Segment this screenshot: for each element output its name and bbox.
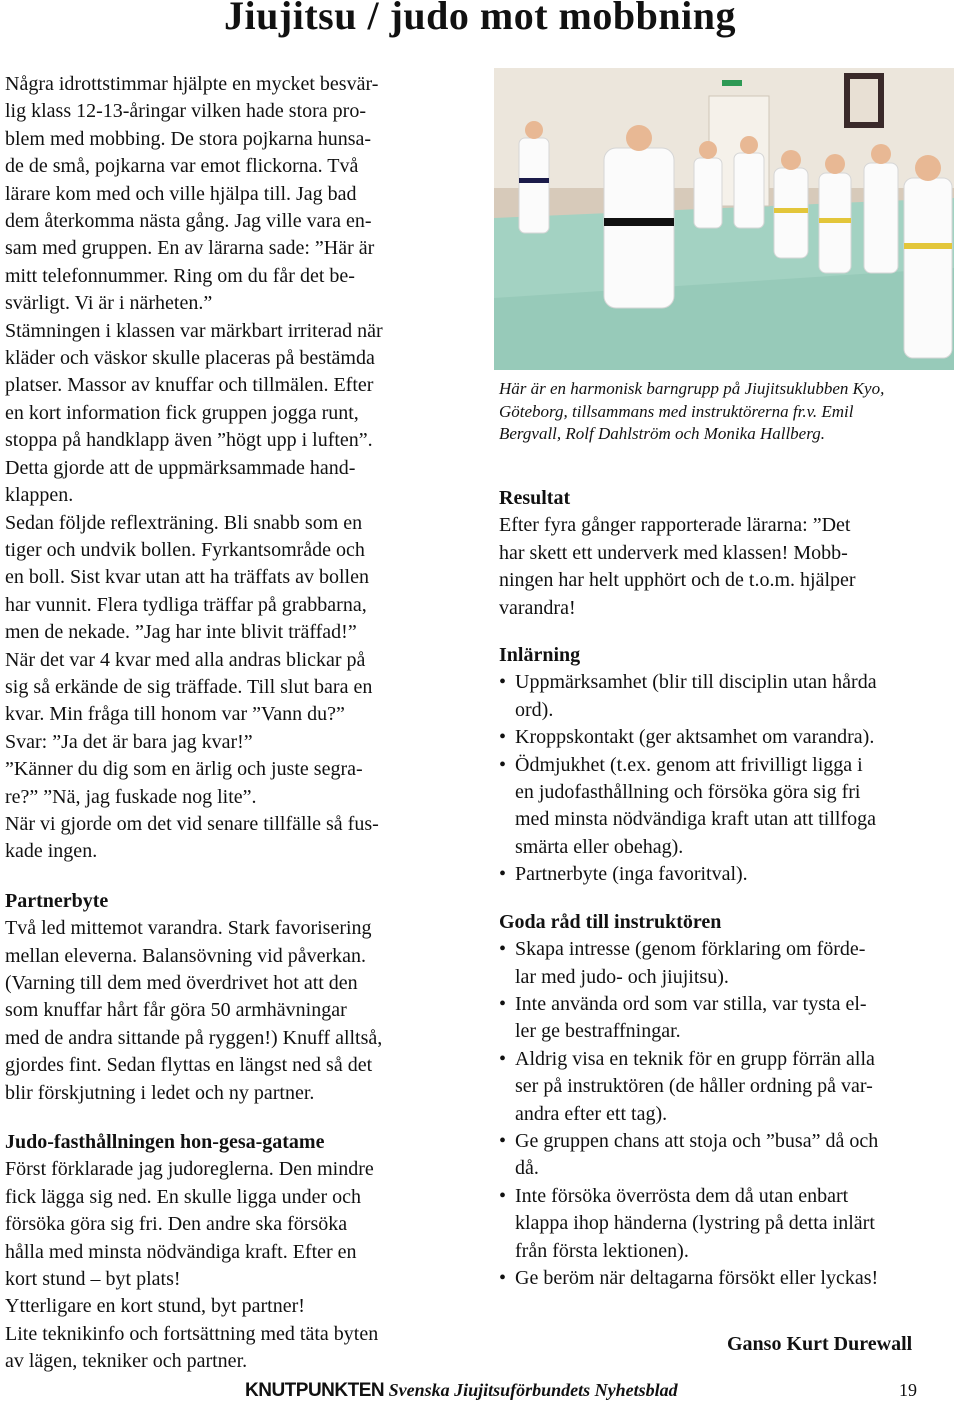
list-item-line: Ge gruppen chans att stoja och ”busa” då och <box>515 1129 879 1152</box>
photo-caption <box>499 378 954 446</box>
list-item <box>499 724 954 751</box>
text-line: När det var 4 kvar med alla andras blickar på <box>5 648 366 671</box>
text-line: platser. Massor av knuffar och tillmälen. Efter <box>5 374 374 397</box>
text-line: Först förklarade jag judoreglerna. Den mindre <box>5 1158 374 1181</box>
text-line: fick lägga sig ned. En skulle ligga under och <box>5 1185 362 1208</box>
text-line: (Varning till dem med överdrivet hot att den <box>5 972 358 994</box>
list-item-line: då. <box>515 1157 539 1180</box>
bullet-icon: • <box>499 726 507 749</box>
bullet-icon: • <box>499 938 507 961</box>
text-line: har vunnit. Flera tydliga träffar på grabbarna, <box>5 593 367 616</box>
text-line: blir förskjutning i ledet och ny partner. <box>5 1081 315 1104</box>
bullet-icon: • <box>499 1184 507 1207</box>
list-item <box>499 1265 954 1292</box>
intro-text <box>5 71 460 866</box>
text-line: sig så erkände de sig träffade. Till slut bara en <box>5 675 373 698</box>
text-line: klappen. <box>5 484 74 507</box>
text-line: mitt telefonnummer. Ring om du får det be- <box>5 264 355 287</box>
list-item-line: andra efter ett tag). <box>515 1102 668 1125</box>
judo-text <box>5 1156 460 1375</box>
list-item-line: Ödmjukhet (t.ex. genom att frivilligt ligga i <box>515 753 863 776</box>
list-item <box>499 936 954 991</box>
bullet-icon: • <box>499 992 507 1015</box>
text-line: tiger och undvik bollen. Fyrkantsområde och <box>5 538 365 561</box>
text-line: svärligt. Vi är i närheten.” <box>5 292 213 315</box>
list-item-line: med minsta nödvändiga kraft utan att tillfoga <box>515 808 877 831</box>
text-line: Detta gjorde att de uppmärksammade hand- <box>5 456 356 479</box>
list-item <box>499 861 954 888</box>
list-item-line: ler ge bestraffningar. <box>515 1020 681 1043</box>
text-line: Några idrottstimmar hjälpte en mycket besvär- <box>5 73 379 95</box>
partnerbyte-heading: Partnerbyte <box>5 889 109 912</box>
list-item-line: från första lektionen). <box>515 1239 689 1262</box>
text-line: mellan eleverna. Balansövning vid påverkan. <box>5 944 366 967</box>
list-item-line: Aldrig visa en teknik för en grupp förrän alla <box>515 1047 875 1070</box>
list-item-line: Kroppskontakt (ger aktsamhet om varandra). <box>515 726 875 749</box>
text-line: kvar. Min fråga till honom var ”Vann du?” <box>5 703 345 726</box>
text-line: kort stund – byt plats! <box>5 1268 181 1291</box>
text-line: re?” ”Nä, jag fuskade nog lite”. <box>5 785 257 808</box>
caption-line: Bergvall, Rolf Dahlström och Monika Hallberg. <box>499 424 825 443</box>
text-line: kade ingen. <box>5 840 98 863</box>
text-line: När vi gjorde om det vid senare tillfälle så fus- <box>5 812 379 835</box>
text-line: hålla med minsta nödvändiga kraft. Efter en <box>5 1240 357 1263</box>
text-line: Lite teknikinfo och fortsättning med täta byten <box>5 1322 379 1345</box>
text-line: en kort information fick gruppen jogga runt, <box>5 401 359 424</box>
dojo-photo-illustration <box>494 68 954 370</box>
text-line: lärare kom med och ville hjälpa till. Jag bad <box>5 182 357 205</box>
text-line: kläder och väskor skulle placeras på bestämda <box>5 347 375 370</box>
bullet-icon: • <box>499 753 507 776</box>
text-line: dem återkomma nästa gång. Jag ville vara en- <box>5 210 372 233</box>
list-item-line: ser på instruktören (de håller ordning på var- <box>515 1075 873 1098</box>
page-number: 19 <box>899 1380 917 1400</box>
text-line: blem med mobbing. De stora pojkarna hunsa- <box>5 127 372 150</box>
text-line: stoppa på handklapp även ”högt upp i luften”. <box>5 429 373 452</box>
text-line: sam med gruppen. En av lärarna sade: ”Här är <box>5 237 375 260</box>
text-line: ”Känner du dig som en ärlig och juste segra- <box>5 758 363 781</box>
text-line: en boll. Sist kvar utan att ha träffats av bollen <box>5 566 369 589</box>
resultat-heading: Resultat <box>499 487 571 509</box>
list-item <box>499 1128 954 1183</box>
text-line: av lägen, tekniker och partner. <box>5 1350 248 1373</box>
list-item-line: en judofasthållning och försöka göra sig fri <box>515 781 861 804</box>
bullet-icon: • <box>499 863 507 886</box>
list-item <box>499 991 954 1046</box>
partnerbyte-text <box>5 915 460 1107</box>
text-line: men de nekade. ”Jag har inte blivit träffad!” <box>5 621 357 644</box>
author-signature: Ganso Kurt Durewall <box>727 1333 913 1355</box>
inlarning-heading: Inlärning <box>499 644 581 667</box>
text-line: försöka göra sig fri. Den andre ska försöka <box>5 1213 348 1236</box>
list-item-line: Uppmärksamhet (blir till disciplin utan hårda <box>515 671 877 694</box>
text-line: gjordes fint. Sedan flyttas en längst ned så det <box>5 1054 373 1077</box>
brand-logo: KNUTPUNKTEN <box>245 1380 385 1401</box>
bullet-icon: • <box>499 671 507 694</box>
caption-line: Göteborg, tillsammans med instruktörerna fr.v. Emil <box>499 401 854 421</box>
resultat-text <box>499 512 954 622</box>
text-line: har skett ett underverk med klassen! Mobb- <box>499 541 848 564</box>
right-column <box>499 485 954 1292</box>
publication-name: Svenska Jiujitsuförbundets Nyhetsblad <box>388 1380 678 1400</box>
list-item-line: klappa ihop händerna (lystring på detta inlärt <box>515 1212 875 1235</box>
list-item-line: Inte försöka överrösta dem då utan enbart <box>515 1184 849 1207</box>
dojo-photo <box>494 68 954 370</box>
list-item-line: Ge beröm när deltagarna försökt eller lyckas! <box>515 1266 879 1289</box>
left-column <box>5 71 460 1376</box>
rad-list <box>499 936 954 1292</box>
rad-heading: Goda råd till instruktören <box>499 910 722 933</box>
list-item-line: Skapa intresse (genom förklaring om förde- <box>515 938 866 961</box>
list-item-line: smärta eller obehag). <box>515 835 684 858</box>
bullet-icon: • <box>499 1266 507 1289</box>
bullet-icon: • <box>499 1047 507 1070</box>
footer <box>245 1380 678 1402</box>
text-line: lig klass 12-13-åringar vilken hade stora pro- <box>5 100 367 123</box>
list-item <box>499 752 954 862</box>
text-line: som knuffar hårt får göra 50 armhävningar <box>5 999 347 1022</box>
text-line: varandra! <box>499 596 576 619</box>
list-item <box>499 669 954 724</box>
list-item <box>499 1046 954 1128</box>
caption-line: Här är en harmonisk barngrupp på Jiujitsuklubben Kyo, <box>499 379 885 398</box>
text-line: ningen har helt upphört och de t.o.m. hjälper <box>499 569 856 592</box>
list-item-line: Inte använda ord som var stilla, var tysta el- <box>515 992 867 1015</box>
text-line: med de andra sittande på ryggen!) Knuff alltså, <box>5 1026 383 1049</box>
bullet-icon: • <box>499 1129 507 1152</box>
judo-heading: Judo-fasthållningen hon-gesa-gatame <box>5 1131 325 1154</box>
text-line: Två led mittemot varandra. Stark favorisering <box>5 917 372 940</box>
page-title: Jiujitsu / judo mot mobbning <box>224 0 736 38</box>
list-item-line: Partnerbyte (inga favoritval). <box>515 863 748 886</box>
list-item-line: lar med judo- och jiujitsu). <box>515 965 729 988</box>
text-line: Ytterligare en kort stund, byt partner! <box>5 1295 305 1318</box>
text-line: Efter fyra gånger rapporterade lärarna: ”Det <box>499 514 851 537</box>
inlarning-list <box>499 669 954 888</box>
list-item-line: ord). <box>515 698 554 721</box>
text-line: Stämningen i klassen var märkbart irriterad när <box>5 319 383 342</box>
text-line: de de små, pojkarna var emot flickorna. Två <box>5 155 359 178</box>
text-line: Sedan följde reflexträning. Bli snabb som en <box>5 511 363 534</box>
list-item <box>499 1183 954 1265</box>
text-line: Svar: ”Ja det är bara jag kvar!” <box>5 730 253 753</box>
